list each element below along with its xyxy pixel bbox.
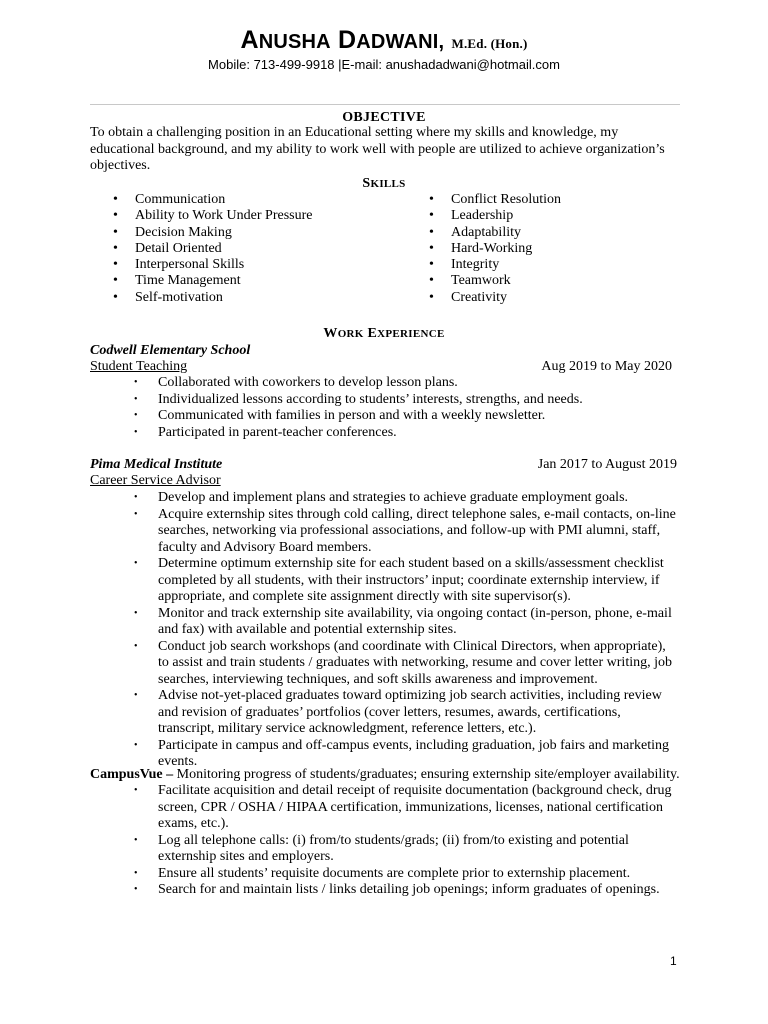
- campusvue-bullet: • Log all telephone calls: (i) from/to students/grads; (ii) from/to existing and potential externship sites and employers.: [134, 833, 679, 866]
- campusvue-bullet: • Search for and maintain lists / links detailing job openings; inform graduates of openings.: [134, 882, 679, 899]
- skill-item: • Creativity: [429, 290, 679, 306]
- skill-item: • Detail Oriented: [113, 241, 403, 257]
- skill-item: • Adaptability: [429, 225, 679, 241]
- name-last-rest: ADWANI,: [356, 31, 445, 53]
- work-heading-e: E: [367, 326, 378, 341]
- campusvue-line: [90, 767, 680, 783]
- job-bullet: • Participate in campus and off-campus events, including graduation, job fairs and marketing events.: [134, 738, 679, 771]
- header-divider: [90, 104, 680, 105]
- campusvue-label: CampusVue –: [90, 767, 174, 782]
- name-last-initial: D: [337, 26, 357, 54]
- job-bullet: • Develop and implement plans and strategies to achieve graduate employment goals.: [134, 490, 679, 507]
- skills-heading: [0, 176, 768, 192]
- skill-item: • Interpersonal Skills: [113, 257, 403, 273]
- skill-item: • Communication: [113, 192, 403, 208]
- job-bullet: • Monitor and track externship site availability, via ongoing contact (in-person, phone, e-mail and fax) with available and potential externship sites.: [134, 606, 679, 639]
- objective-heading: OBJECTIVE: [342, 110, 426, 125]
- skill-item: • Integrity: [429, 257, 679, 273]
- campusvue-bullets: [134, 783, 679, 899]
- skills-list-left: [113, 192, 403, 306]
- skills-list-right: [429, 192, 679, 306]
- job-bullet: • Conduct job search workshops (and coordinate with Clinical Directors, when appropriate), to assist and train students / graduates with networking, resume and cover letter writing, job searches, interviewing techniques, and soft skills awareness and improvement.: [134, 639, 679, 689]
- name-first-rest: NUSHA: [258, 31, 331, 53]
- job-company: Pima Medical Institute: [90, 457, 223, 472]
- skill-item: • Teamwork: [429, 273, 679, 289]
- skill-item: • Ability to Work Under Pressure: [113, 208, 403, 224]
- job-dates: Aug 2019 to May 2020: [541, 359, 672, 374]
- job-dates: Jan 2017 to August 2019: [537, 457, 677, 472]
- job-bullets: [134, 375, 679, 441]
- campusvue-text: Monitoring progress of students/graduates; ensuring externship site/employer availability.: [173, 767, 680, 782]
- job-bullet: • Determine optimum externship site for each student based on a skills/assessment checklist completed by all students, with their instructors’ input; coordinate externship interview, if appropriate, and complete site assignment directly with site supervisor(s).: [134, 556, 679, 606]
- skill-item: • Conflict Resolution: [429, 192, 679, 208]
- job-company: Codwell Elementary School: [90, 343, 251, 358]
- job-bullets: [134, 490, 679, 771]
- skills-heading-rest: KILLS: [370, 178, 406, 190]
- skill-item: • Leadership: [429, 208, 679, 224]
- skill-item: • Hard-Working: [429, 241, 679, 257]
- skill-item: • Time Management: [113, 273, 403, 289]
- job-role: Career Service Advisor: [90, 473, 221, 488]
- skills-heading-initial: S: [362, 176, 371, 191]
- job-bullet: • Acquire externship sites through cold calling, direct telephone sales, e-mail contacts, on-line searches, networking via professional associations, and follow-up with PMI alumni, staff, faculty and Advisory Board members.: [134, 507, 679, 557]
- work-heading-xperience: XPERIENCE: [377, 328, 445, 340]
- campusvue-bullet: • Facilitate acquisition and detail receipt of requisite documentation (background check, drug screen, CPR / OSHA / HIPAA certification, immunizations, licenses, national certification exams, etc.).: [134, 783, 679, 833]
- work-heading-ork: ORK: [337, 328, 364, 340]
- skill-item: • Decision Making: [113, 225, 403, 241]
- job-bullet: • Individualized lessons according to students’ interests, strengths, and needs.: [134, 392, 679, 409]
- objective-text: To obtain a challenging position in an Educational setting where my skills and knowledge, my educational background, and my ability to work well with people are utilized to achieve organization’s objectives.: [90, 125, 665, 174]
- work-heading-w: W: [323, 326, 338, 341]
- job-bullet: • Collaborated with coworkers to develop lesson plans.: [134, 375, 679, 392]
- job-bullet: • Participated in parent-teacher conferences.: [134, 425, 679, 442]
- resume-name: [0, 26, 768, 55]
- work-experience-heading: [0, 326, 768, 342]
- skill-item: • Self-motivation: [113, 290, 403, 306]
- name-credentials: M.Ed. (Hon.): [451, 36, 528, 51]
- contact-line: Mobile: 713-499-9918 |E-mail: anushadadwani@hotmail.com: [208, 57, 560, 72]
- job-bullet: • Advise not-yet-placed graduates toward optimizing job search activities, including review and revision of graduates’ portfolios (cover letters, resumes, awards, certifications, transcript, military service acknowledgment, reference letters, etc.).: [134, 688, 679, 738]
- job-bullet: • Communicated with families in person and with a weekly newsletter.: [134, 408, 679, 425]
- campusvue-bullet: • Ensure all students’ requisite documents are complete prior to externship placement.: [134, 866, 679, 883]
- page-number: 1: [670, 954, 677, 968]
- name-first-initial: A: [240, 26, 259, 54]
- job-role: Student Teaching: [90, 359, 188, 374]
